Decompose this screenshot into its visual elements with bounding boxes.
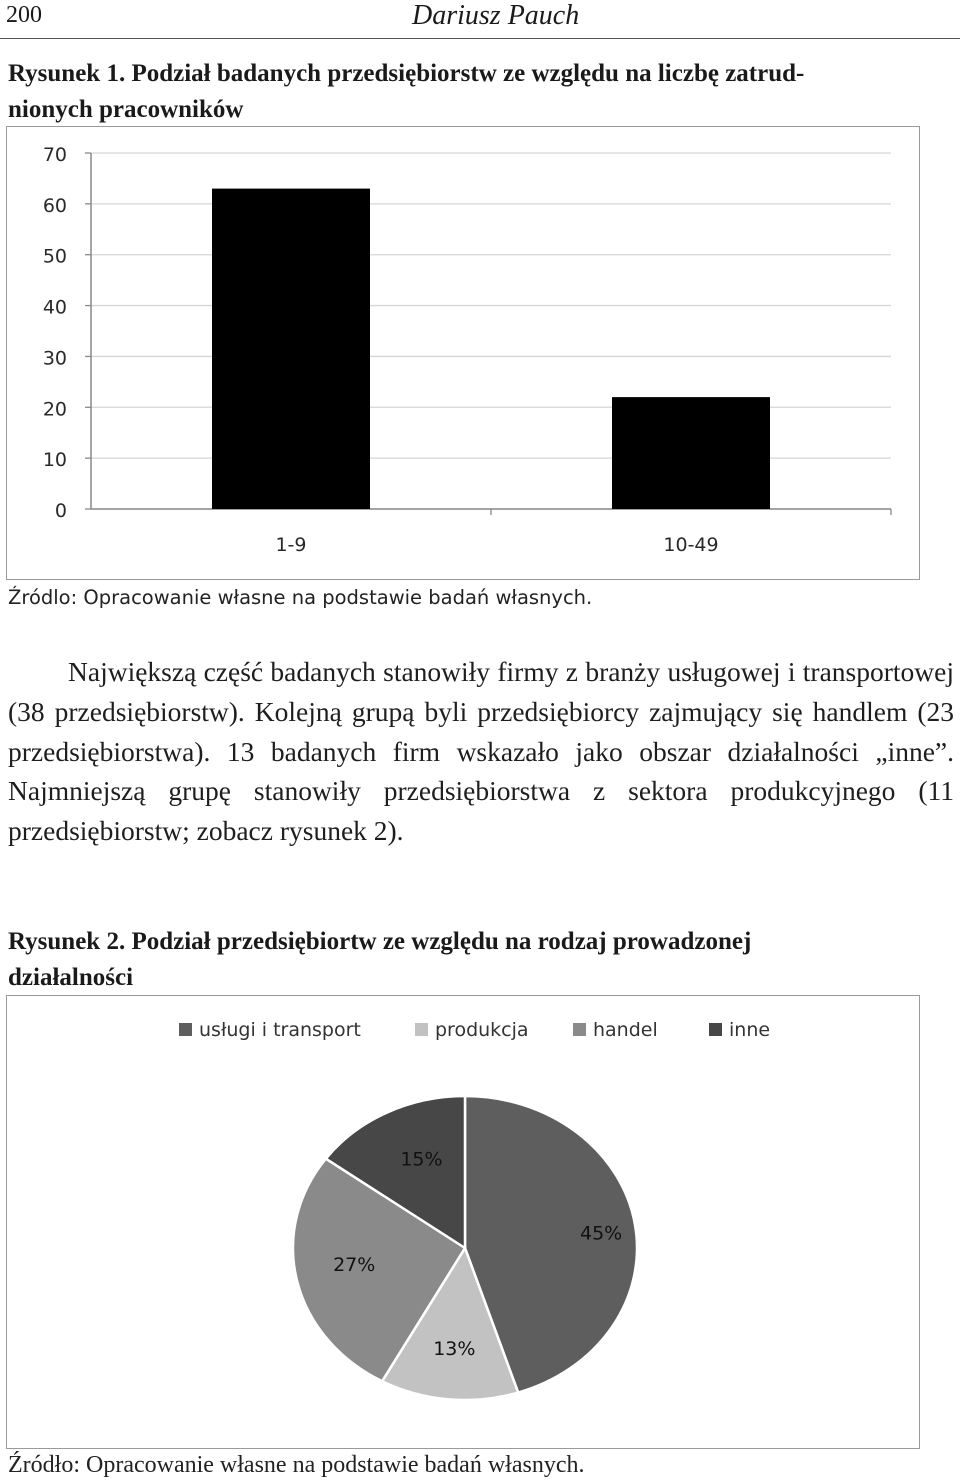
y-tick-label: 20: [42, 398, 67, 421]
legend-label: handel: [593, 1019, 658, 1041]
body-paragraph: Największą część badanych stanowiły firmy z branży usługowej i transportowej (38 przedsiębiorstw). Kolejną grupą byli przedsiębiorcy zajmujący się handlem (23 przedsiębiorstwa). 13 badanych firm wskazało jako obszar działalności „inne”. Najmniejszą grupę stanowiły przedsiębiorstwa z sektora produkcyjnego (11 przedsiębiorstw; zobacz rysunek 2).: [8, 656, 954, 847]
x-tick-label: 1-9: [275, 534, 307, 556]
pie-chart: [7, 996, 919, 1448]
figure2-caption: [8, 924, 952, 996]
figure1-caption-line2: nionych pracowników: [8, 96, 244, 123]
page-header: [0, 0, 960, 39]
legend-label: inne: [729, 1019, 771, 1041]
legend-label: usługi i transport: [199, 1019, 361, 1041]
y-tick-label: 0: [54, 500, 67, 522]
slice-value-label: 15%: [400, 1148, 443, 1171]
figure1-caption: [8, 56, 952, 128]
bar-chart: [7, 127, 919, 579]
x-tick-label: 10-49: [663, 534, 719, 556]
slice-value-label: 27%: [333, 1253, 376, 1276]
y-tick-label: 60: [42, 194, 67, 217]
y-tick-label: 30: [42, 347, 67, 370]
pie-chart-frame: [6, 995, 920, 1449]
y-tick-label: 70: [42, 144, 67, 166]
y-tick-label: 40: [42, 296, 67, 319]
figure1-caption-line1: Rysunek 1. Podział badanych przedsiębiorstw ze względu na liczbę zatrud-: [8, 60, 805, 87]
page-number: 200: [6, 2, 42, 28]
running-head: Dariusz Pauch: [412, 0, 580, 31]
slice-value-label: 45%: [580, 1222, 623, 1245]
y-tick-label: 10: [42, 449, 67, 472]
bar-10-49: [612, 397, 770, 509]
bar-chart-frame: [6, 126, 920, 580]
figure2-caption-line2: działalności: [8, 964, 134, 991]
figure1-source: Źródlo: Opracowanie własne na podstawie badań własnych.: [8, 586, 593, 609]
legend-swatch: [415, 1023, 428, 1036]
bar-1-9: [212, 189, 370, 509]
legend-swatch: [179, 1023, 192, 1036]
legend-label: produkcja: [435, 1019, 529, 1041]
figure2-caption-line1: Rysunek 2. Podział przedsiębiortw ze względu na rodzaj prowadzonej: [8, 928, 752, 955]
slice-value-label: 13%: [433, 1337, 476, 1360]
y-tick-label: 50: [42, 245, 67, 268]
legend-swatch: [573, 1023, 586, 1036]
figure2-source: Źródło: Opracowanie własne na podstawie badań własnych.: [8, 1452, 585, 1478]
legend-swatch: [709, 1023, 722, 1036]
